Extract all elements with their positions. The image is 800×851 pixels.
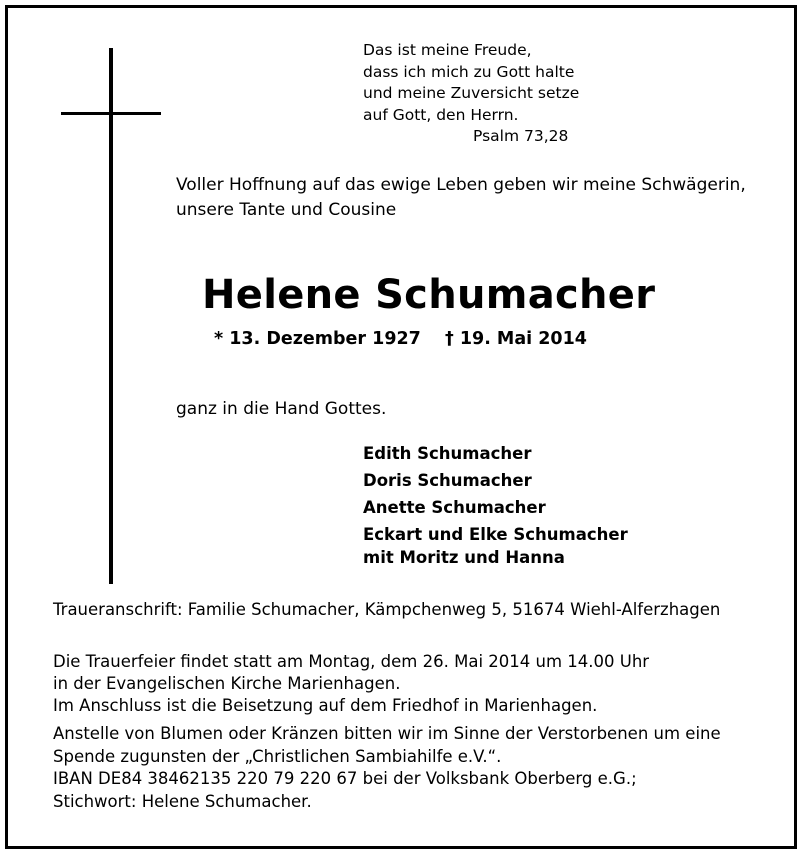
- mourner-name: Eckart und Elke Schumacher: [363, 525, 628, 544]
- verse-line: dass ich mich zu Gott halte: [363, 62, 575, 81]
- service-line: Die Trauerfeier findet statt am Montag, dem 26. Mai 2014 um 14.00 Uhr: [53, 652, 650, 671]
- obituary-frame: [5, 5, 797, 849]
- funeral-service-info: [53, 651, 649, 717]
- birth-date: * 13. Dezember 1927: [214, 329, 421, 349]
- verse-line: auf Gott, den Herrn.: [363, 105, 519, 124]
- bible-verse: [363, 40, 579, 148]
- deceased-name: Helene Schumacher: [202, 272, 656, 318]
- intro-line: Voller Hoffnung auf das ewige Leben geben wir meine Schwägerin,: [176, 175, 746, 195]
- donation-info: [53, 723, 721, 813]
- donation-line: IBAN DE84 38462135 220 79 220 67 bei der Volksbank Oberberg e.G.;: [53, 769, 637, 788]
- verse-line: und meine Zuversicht setze: [363, 84, 580, 102]
- mourner-name-continued: mit Moritz und Hanna: [363, 548, 565, 567]
- donation-line: Anstelle von Blumen oder Kränzen bitten wir im Sinne der Verstorbenen um eine: [53, 724, 721, 743]
- cross-icon-horizontal: [61, 112, 161, 115]
- service-line: Im Anschluss ist die Beisetzung auf dem Friedhof in Marienhagen.: [53, 696, 598, 715]
- donation-line: Stichwort: Helene Schumacher.: [53, 791, 312, 811]
- cross-icon-vertical: [109, 48, 113, 584]
- mourner-name: Edith Schumacher: [363, 444, 532, 463]
- mourners-list: [363, 442, 628, 569]
- service-line: in der Evangelischen Kirche Marienhagen.: [53, 674, 401, 693]
- mourner-name: Doris Schumacher: [363, 471, 532, 490]
- verse-line: Das ist meine Freude,: [363, 41, 532, 59]
- verse-source: Psalm 73,28: [473, 127, 569, 145]
- mourning-address: Traueranschrift: Familie Schumacher, Kämpchenweg 5, 51674 Wiehl-Alferzhagen: [53, 600, 721, 619]
- death-date: † 19. Mai 2014: [445, 329, 587, 349]
- mourner-name: Anette Schumacher: [363, 498, 546, 517]
- donation-line: Spende zugunsten der „Christlichen Sambiahilfe e.V.“.: [53, 746, 502, 766]
- intro-text: [176, 173, 746, 223]
- intro-line: unsere Tante und Cousine: [176, 200, 397, 220]
- closing-text: ganz in die Hand Gottes.: [176, 399, 387, 419]
